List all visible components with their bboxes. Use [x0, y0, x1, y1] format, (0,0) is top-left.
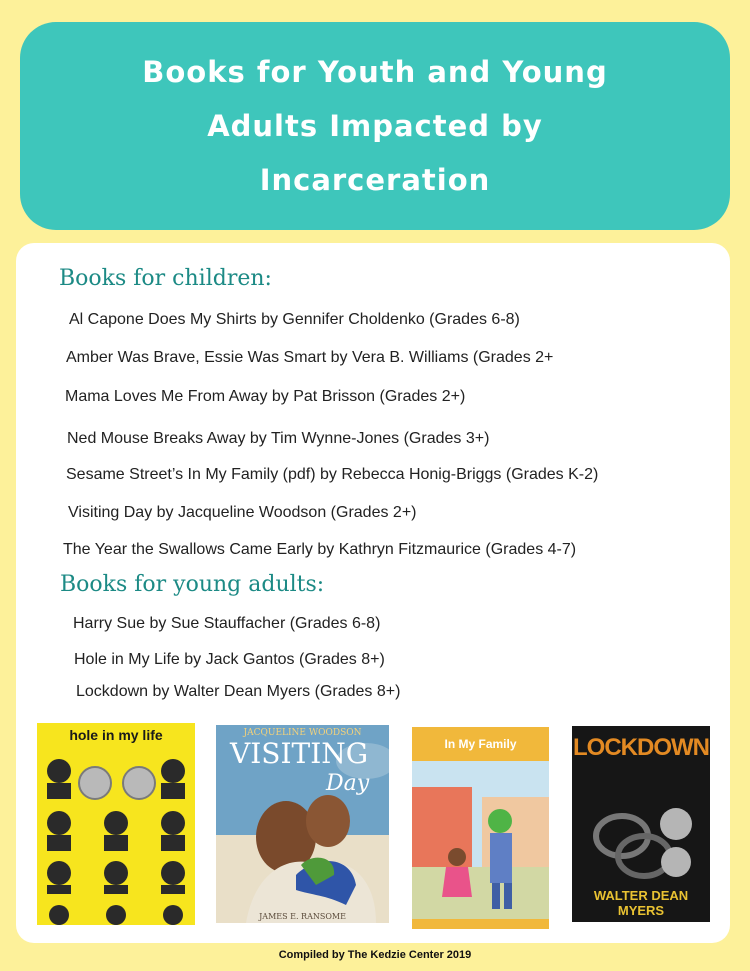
book-item: The Year the Swallows Came Early by Kathryn Fitzmaurice (Grades 4-7) [63, 541, 577, 558]
cover-author: JACQUELINE WOODSON [243, 728, 362, 738]
cover-author: WALTER DEAN MYERS [593, 888, 689, 918]
cover-in-my-family [412, 727, 549, 929]
book-item: Lockdown by Walter Dean Myers (Grades 8+) [76, 683, 401, 700]
book-item: Visiting Day by Jacqueline Woodson (Grades 2+) [68, 504, 417, 521]
cover-title: LOCKDOWN [573, 734, 709, 761]
cover-title: In My Family [444, 737, 517, 751]
cover-title: VISITING [230, 737, 369, 770]
sesame-illustration [412, 727, 549, 929]
cover-subtitle: Day [326, 771, 370, 796]
book-item: Harry Sue by Sue Stauffacher (Grades 6-8) [73, 615, 381, 632]
face-grid-illustration [37, 723, 195, 925]
book-item: Amber Was Brave, Essie Was Smart by Vera B. Williams (Grades 2+ [66, 349, 554, 366]
cover-title: hole in my life [69, 727, 163, 743]
page-title: Books for Youth and Young Adults Impacted by Incarceration [142, 55, 608, 197]
young-adults-heading: Books for young adults: [60, 572, 325, 597]
children-heading: Books for children: [59, 266, 272, 291]
book-item: Ned Mouse Breaks Away by Tim Wynne-Jones (Grades 3+) [67, 430, 490, 447]
book-item: Hole in My Life by Jack Gantos (Grades 8+) [74, 651, 385, 668]
cover-lockdown [572, 726, 710, 922]
cover-illustrator: JAMES E. RANSOME [259, 912, 346, 921]
header-banner [20, 22, 730, 230]
book-item: Sesame Street’s In My Family (pdf) by Rebecca Honig-Briggs (Grades K-2) [66, 466, 599, 483]
cover-visiting-day [216, 725, 389, 923]
book-item: Al Capone Does My Shirts by Gennifer Choldenko (Grades 6-8) [69, 311, 520, 328]
cover-hole-in-my-life [37, 723, 195, 925]
footer-credit: Compiled by The Kedzie Center 2019 [278, 949, 472, 961]
book-item: Mama Loves Me From Away by Pat Brisson (Grades 2+) [65, 388, 466, 405]
